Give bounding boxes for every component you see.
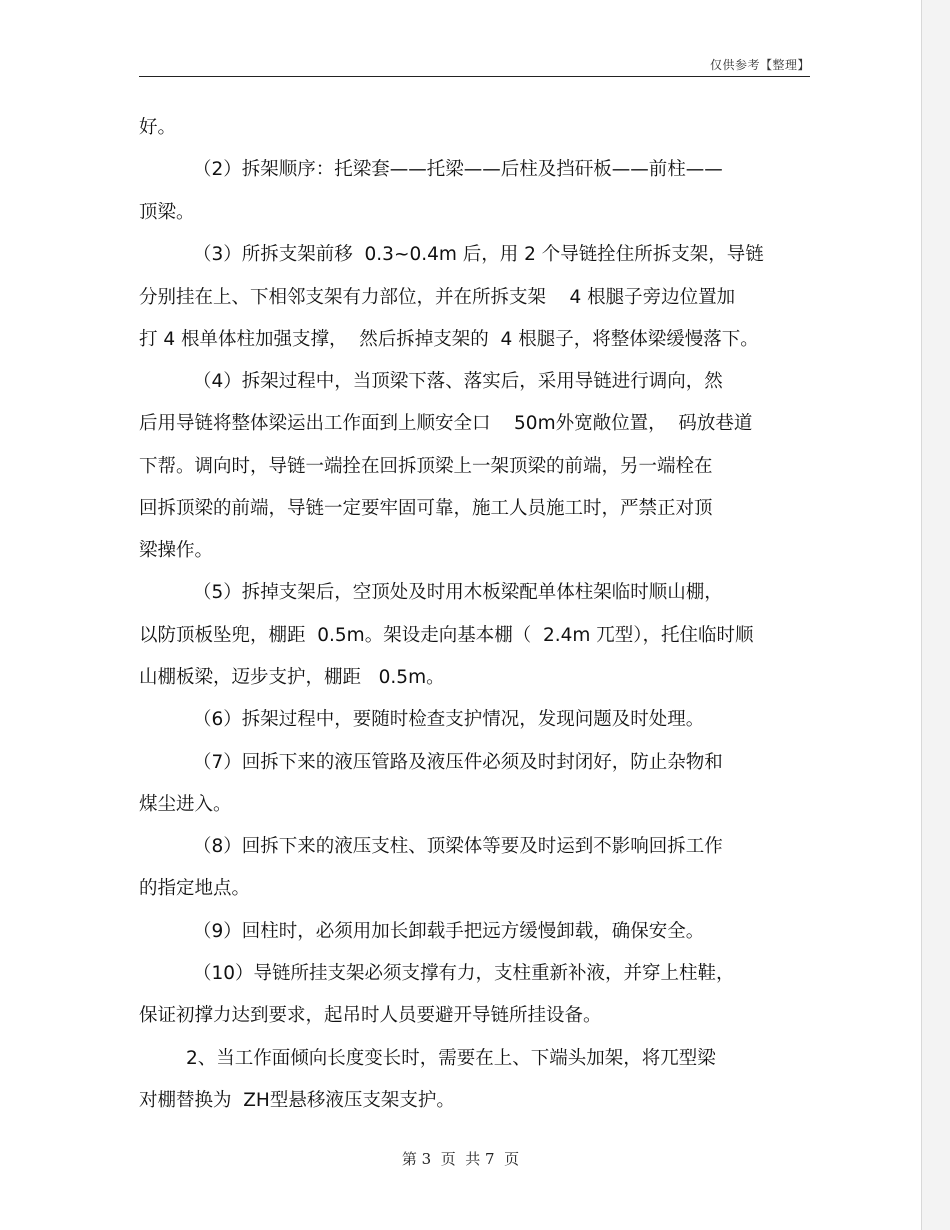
text-line: 以防顶板坠兜，棚距 0.5m。架设走向基本棚（ 2.4m 兀型），托住临时顺 [139, 625, 754, 646]
text-line: 顶梁。 [139, 202, 195, 223]
page-header: 仅供参考【整理】 [709, 58, 810, 72]
text-line: （3）所拆支架前移 0.3~0.4m 后，用 2 个导链拴住所拆支架，导链 [193, 244, 764, 265]
text-line: 回拆顶梁的前端，导链一定要牢固可靠，施工人员施工时，严禁正对顶 [139, 498, 713, 519]
text-line: （7）回拆下来的液压管路及液压件必须及时封闭好，防止杂物和 [193, 752, 723, 773]
text-line: 下帮。调向时，导链一端拴在回拆顶梁上一架顶梁的前端，另一端栓在 [139, 456, 713, 477]
text-line: 保证初撑力达到要求，起吊时人员要避开导链所挂设备。 [139, 1005, 602, 1026]
text-line: 煤尘进入。 [139, 794, 232, 815]
text-line: 好。 [139, 117, 177, 138]
text-line: 2、当工作面倾向长度变长时，需要在上、下端头加架，将兀型梁 [186, 1048, 716, 1069]
page-footer: 第 3 页 共 7 页 [401, 1150, 520, 1168]
text-line: 梁操作。 [139, 540, 214, 561]
header-divider [139, 76, 810, 77]
text-line: （4）拆架过程中，当顶梁下落、落实后，采用导链进行调向，然 [193, 371, 723, 392]
text-line: （5）拆掉支架后，空顶处及时用木板梁配单体柱架临时顺山棚， [193, 582, 723, 603]
text-line: （10）导链所挂支架必须支撑有力，支柱重新补液，并穿上柱鞋， [193, 963, 735, 984]
text-line: 对棚替换为 ZH型悬移液压支架支护。 [139, 1090, 455, 1111]
text-line: 的指定地点。 [139, 878, 251, 899]
text-line: （8）回拆下来的液压支柱、顶梁体等要及时运到不影响回拆工作 [193, 836, 723, 857]
text-line: （9）回柱时，必须用加长卸载手把远方缓慢卸载，确保安全。 [193, 921, 705, 942]
text-line: 打 4 根单体柱加强支撑， 然后拆掉支架的 4 根腿子，将整体梁缓慢落下。 [139, 329, 759, 350]
text-line: 后用导链将整体梁运出工作面到上顺安全口 50m外宽敞位置， 码放巷道 [139, 413, 753, 434]
text-line: （6）拆架过程中，要随时检查支护情况，发现问题及时处理。 [193, 709, 705, 730]
text-line: 山棚板梁，迈步支护，棚距 0.5m。 [139, 667, 445, 688]
text-line: （2）拆架顺序：托梁套——托梁——后柱及挡矸板——前柱—— [193, 159, 723, 180]
text-line: 分别挂在上、下相邻支架有力部位，并在所拆支架 4 根腿子旁边位置加 [139, 287, 736, 308]
